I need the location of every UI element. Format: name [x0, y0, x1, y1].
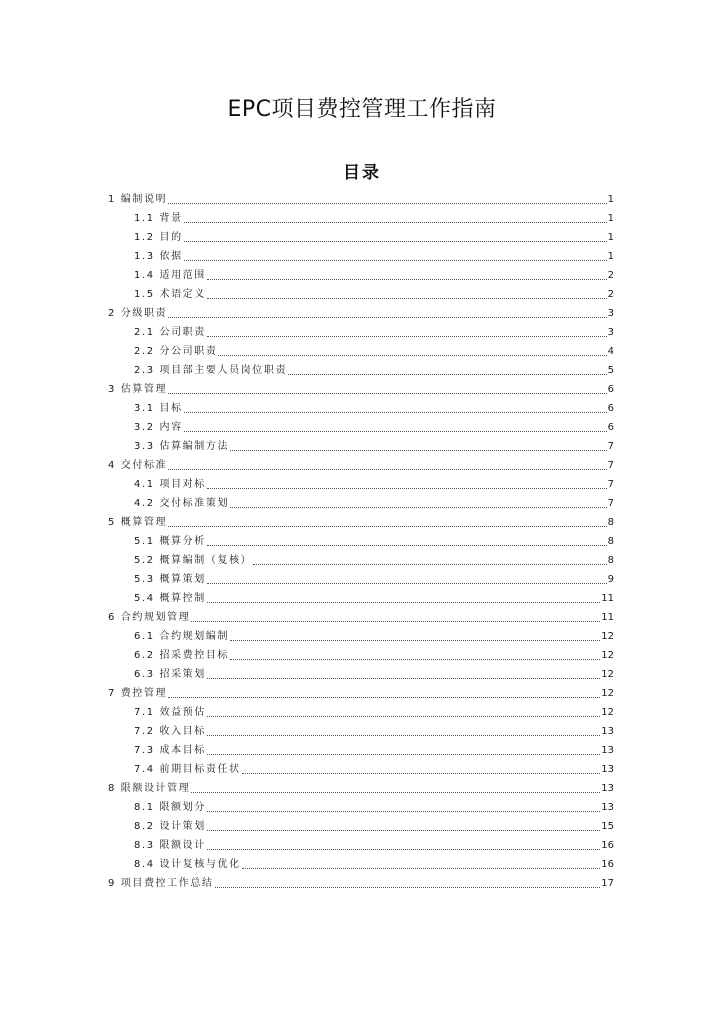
- toc-entry[interactable]: [108, 570, 614, 589]
- toc-dot-leader: [207, 735, 600, 736]
- toc-entry[interactable]: [108, 285, 614, 304]
- toc-entry-label: 7.2 收入目标: [134, 722, 206, 741]
- toc-dot-leader: [207, 849, 600, 850]
- toc-dot-leader: [168, 526, 606, 527]
- toc-entry-label: 5.4 概算控制: [134, 589, 206, 608]
- toc-entry[interactable]: [108, 760, 614, 779]
- toc-dot-leader: [207, 298, 607, 299]
- toc-entry[interactable]: [108, 323, 614, 342]
- toc-dot-leader: [184, 431, 607, 432]
- toc-entry-label: 4.1 项目对标: [134, 475, 206, 494]
- toc-entry[interactable]: [108, 836, 614, 855]
- toc-entry-page-number: 7: [607, 498, 614, 509]
- toc-entry-page-number: 17: [601, 878, 614, 889]
- toc-entry[interactable]: [108, 399, 614, 418]
- toc-entry-page-number: 12: [601, 688, 614, 699]
- toc-entry-page-number: 15: [601, 821, 614, 832]
- toc-entry-label: 3 估算管理: [108, 380, 167, 399]
- toc-dot-leader: [230, 507, 607, 508]
- toc-entry-page-number: 8: [607, 517, 614, 528]
- toc-entry[interactable]: [108, 665, 614, 684]
- toc-entry[interactable]: [108, 551, 614, 570]
- toc-entry-page-number: 12: [601, 707, 614, 718]
- toc-entry-page-number: 1: [607, 232, 614, 243]
- toc-entry[interactable]: [108, 513, 614, 532]
- toc-entry-label: 1.3 依据: [134, 247, 183, 266]
- toc-entry-page-number: 6: [607, 422, 614, 433]
- toc-dot-leader: [230, 450, 607, 451]
- toc-entry[interactable]: [108, 456, 614, 475]
- toc-entry-label: 8.1 限额划分: [134, 798, 206, 817]
- toc-entry-page-number: 13: [601, 802, 614, 813]
- toc-entry[interactable]: [108, 532, 614, 551]
- toc-entry-page-number: 7: [607, 460, 614, 471]
- toc-entry-label: 9 项目费控工作总结: [108, 874, 214, 893]
- toc-dot-leader: [207, 602, 600, 603]
- toc-entry-page-number: 1: [607, 251, 614, 262]
- toc-entry[interactable]: [108, 608, 614, 627]
- toc-entry-page-number: 13: [601, 726, 614, 737]
- toc-entry-label: 8.4 设计复核与优化: [134, 855, 241, 874]
- toc-entry-label: 3.2 内容: [134, 418, 183, 437]
- toc-dot-leader: [230, 640, 600, 641]
- toc-dot-leader: [168, 697, 600, 698]
- toc-entry[interactable]: [108, 266, 614, 285]
- toc-entry[interactable]: [108, 684, 614, 703]
- toc-entry[interactable]: [108, 361, 614, 380]
- toc-entry-label: 2 分级职责: [108, 304, 167, 323]
- toc-entry-label: 8 限额设计管理: [108, 779, 190, 798]
- toc-entry-page-number: 11: [601, 612, 614, 623]
- toc-entry-page-number: 1: [607, 194, 614, 205]
- toc-entry-label: 2.2 分公司职责: [134, 342, 217, 361]
- document-title: EPC项目费控管理工作指南: [227, 97, 497, 122]
- toc-entry[interactable]: [108, 874, 614, 893]
- toc-dot-leader: [168, 469, 606, 470]
- toc-entry-page-number: 16: [601, 859, 614, 870]
- toc-dot-leader: [184, 241, 607, 242]
- toc-entry-page-number: 13: [601, 783, 614, 794]
- toc-entry-label: 1.1 背景: [134, 209, 183, 228]
- toc-entry[interactable]: [108, 741, 614, 760]
- toc-entry[interactable]: [108, 304, 614, 323]
- toc-entry-page-number: 12: [601, 650, 614, 661]
- toc-dot-leader: [207, 678, 600, 679]
- toc-entry[interactable]: [108, 798, 614, 817]
- toc-entry[interactable]: [108, 380, 614, 399]
- toc-entry-label: 7.4 前期目标责任状: [134, 760, 241, 779]
- toc-entry-label: 6.3 招采策划: [134, 665, 206, 684]
- toc-dot-leader: [207, 811, 600, 812]
- toc-dot-leader: [218, 355, 606, 356]
- toc-dot-leader: [191, 621, 600, 622]
- toc-entry-page-number: 7: [607, 479, 614, 490]
- toc-entry-label: 2.3 项目部主要人员岗位职责: [134, 361, 287, 380]
- toc-entry-label: 2.1 公司职责: [134, 323, 206, 342]
- toc-entry[interactable]: [108, 190, 614, 209]
- toc-entry[interactable]: [108, 589, 614, 608]
- toc-entry-label: 1.4 适用范围: [134, 266, 206, 285]
- toc-entry[interactable]: [108, 855, 614, 874]
- toc-entry-label: 5 概算管理: [108, 513, 167, 532]
- toc-entry-page-number: 8: [607, 555, 614, 566]
- toc-entry[interactable]: [108, 722, 614, 741]
- toc-entry[interactable]: [108, 247, 614, 266]
- toc-dot-leader: [207, 754, 600, 755]
- toc-entry[interactable]: [108, 494, 614, 513]
- toc-entry-page-number: 12: [601, 631, 614, 642]
- toc-dot-leader: [207, 336, 607, 337]
- toc-heading: 目录: [343, 163, 381, 183]
- toc-entry-page-number: 13: [601, 745, 614, 756]
- toc-entry-label: 6 合约规划管理: [108, 608, 190, 627]
- toc-entry-page-number: 16: [601, 840, 614, 851]
- toc-entry-label: 1.2 目的: [134, 228, 183, 247]
- toc-dot-leader: [191, 792, 600, 793]
- toc-dot-leader: [184, 412, 607, 413]
- toc-entry-label: 7.1 效益预估: [134, 703, 206, 722]
- toc-dot-leader: [207, 279, 607, 280]
- toc-entry[interactable]: [108, 475, 614, 494]
- table-of-contents: [108, 190, 614, 893]
- toc-dot-leader: [207, 716, 600, 717]
- toc-entry-label: 5.2 概算编制（复核）: [134, 551, 252, 570]
- toc-entry-page-number: 11: [601, 593, 614, 604]
- toc-entry-label: 5.3 概算策划: [134, 570, 206, 589]
- toc-entry[interactable]: [108, 228, 614, 247]
- toc-entry[interactable]: [108, 437, 614, 456]
- toc-dot-leader: [207, 830, 600, 831]
- toc-entry-label: 1 编制说明: [108, 190, 167, 209]
- toc-entry-label: 1.5 术语定义: [134, 285, 206, 304]
- toc-entry-page-number: 1: [607, 213, 614, 224]
- toc-entry[interactable]: [108, 342, 614, 361]
- toc-entry-page-number: 3: [607, 308, 614, 319]
- toc-entry-label: 7.3 成本目标: [134, 741, 206, 760]
- toc-entry-label: 8.3 限额设计: [134, 836, 206, 855]
- toc-entry-page-number: 2: [607, 289, 614, 300]
- toc-entry-label: 4.2 交付标准策划: [134, 494, 229, 513]
- toc-entry-page-number: 4: [607, 346, 614, 357]
- toc-dot-leader: [168, 203, 606, 204]
- toc-entry[interactable]: [108, 627, 614, 646]
- toc-dot-leader: [184, 222, 607, 223]
- toc-entry-page-number: 2: [607, 270, 614, 281]
- toc-entry-page-number: 12: [601, 669, 614, 680]
- toc-entry[interactable]: [108, 779, 614, 798]
- toc-dot-leader: [230, 659, 600, 660]
- toc-dot-leader: [288, 374, 607, 375]
- toc-entry-page-number: 9: [607, 574, 614, 585]
- toc-entry[interactable]: [108, 209, 614, 228]
- toc-dot-leader: [207, 545, 607, 546]
- toc-entry-label: 8.2 设计策划: [134, 817, 206, 836]
- toc-entry[interactable]: [108, 703, 614, 722]
- toc-entry[interactable]: [108, 646, 614, 665]
- toc-entry-page-number: 13: [601, 764, 614, 775]
- toc-dot-leader: [184, 260, 607, 261]
- toc-dot-leader: [253, 564, 606, 565]
- toc-dot-leader: [207, 488, 607, 489]
- toc-dot-leader: [215, 887, 601, 888]
- toc-entry[interactable]: [108, 418, 614, 437]
- toc-entry-page-number: 6: [607, 384, 614, 395]
- toc-dot-leader: [207, 583, 607, 584]
- toc-entry-page-number: 8: [607, 536, 614, 547]
- toc-entry[interactable]: [108, 817, 614, 836]
- toc-entry-label: 7 费控管理: [108, 684, 167, 703]
- toc-entry-label: 4 交付标准: [108, 456, 167, 475]
- toc-entry-label: 3.3 估算编制方法: [134, 437, 229, 456]
- toc-dot-leader: [168, 317, 606, 318]
- toc-entry-page-number: 6: [607, 403, 614, 414]
- toc-dot-leader: [242, 868, 601, 869]
- toc-entry-label: 5.1 概算分析: [134, 532, 206, 551]
- toc-dot-leader: [168, 393, 606, 394]
- toc-entry-label: 6.1 合约规划编制: [134, 627, 229, 646]
- toc-entry-page-number: 3: [607, 327, 614, 338]
- toc-entry-label: 3.1 目标: [134, 399, 183, 418]
- toc-entry-label: 6.2 招采费控目标: [134, 646, 229, 665]
- toc-entry-page-number: 7: [607, 441, 614, 452]
- toc-dot-leader: [242, 773, 601, 774]
- toc-entry-page-number: 5: [607, 365, 614, 376]
